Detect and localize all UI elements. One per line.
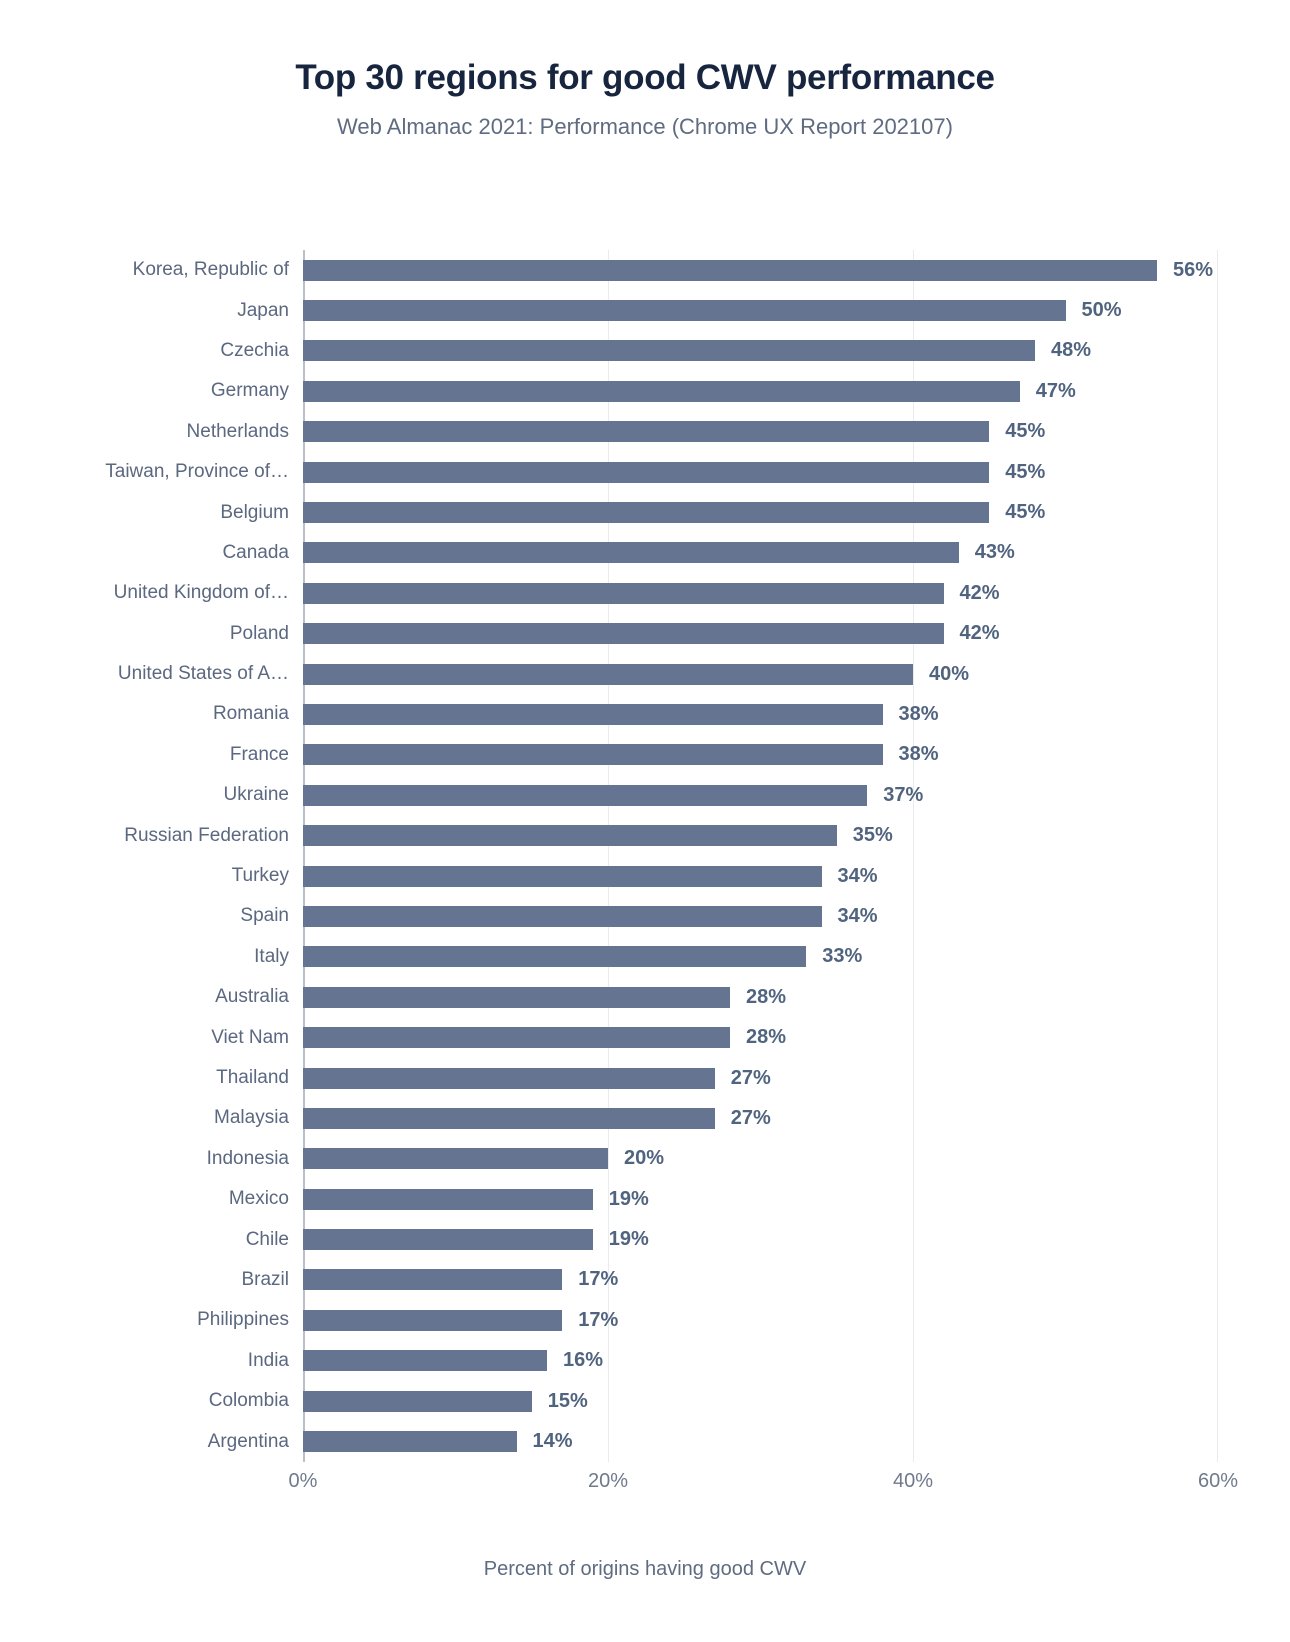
bar-value-label: 27%: [730, 1106, 771, 1129]
bar-value-label: 56%: [1173, 258, 1214, 281]
category-label: Argentina: [207, 1430, 289, 1452]
bar[interactable]: [303, 1350, 547, 1371]
category-label: Germany: [210, 380, 289, 402]
bar-value-label: 33%: [822, 945, 863, 968]
bar-row: [231, 856, 1218, 896]
category-label: Poland: [229, 622, 289, 644]
bar-row: [132, 250, 1218, 290]
bar-row: [113, 573, 1218, 613]
bar[interactable]: [303, 502, 989, 523]
category-label: United Kingdom of…: [113, 582, 289, 604]
category-label: Canada: [222, 541, 289, 563]
bar-row: [105, 452, 1218, 492]
bar-row: [228, 1179, 1218, 1219]
bar[interactable]: [303, 462, 989, 483]
bar-row: [117, 654, 1218, 694]
bar[interactable]: [303, 421, 989, 442]
category-label: Taiwan, Province of…: [105, 461, 289, 483]
bar[interactable]: [303, 1391, 532, 1412]
category-label: Malaysia: [214, 1107, 289, 1129]
bar-rows: [105, 250, 1218, 1462]
category-label: Czechia: [220, 339, 289, 361]
chart-container: [0, 58, 1290, 1642]
bar-row: [254, 937, 1218, 977]
x-axis-title: Percent of origins having good CWV: [483, 1558, 807, 1580]
bar[interactable]: [303, 946, 806, 967]
category-label: Philippines: [197, 1309, 289, 1331]
bar-value-label: 15%: [547, 1389, 588, 1412]
bar-value-label: 48%: [1051, 339, 1092, 362]
bar[interactable]: [303, 340, 1035, 361]
bar-value-label: 19%: [608, 1187, 649, 1210]
category-label: United States of A…: [117, 663, 289, 685]
bar-row: [186, 412, 1218, 452]
x-tick-label: 40%: [892, 1470, 934, 1492]
category-label: Viet Nam: [211, 1026, 289, 1048]
x-tick-label: 20%: [587, 1470, 629, 1492]
bar-value-label: 40%: [929, 662, 970, 685]
bar-value-label: 47%: [1035, 379, 1076, 402]
plot-area: [105, 250, 1218, 1462]
bar-value-label: 27%: [730, 1066, 771, 1089]
category-label: Ukraine: [223, 784, 289, 806]
category-label: Spain: [240, 905, 289, 927]
bar-value-label: 42%: [959, 581, 1000, 604]
bar-value-label: 38%: [898, 702, 939, 725]
category-label: Indonesia: [206, 1147, 289, 1169]
category-label: France: [229, 743, 289, 765]
category-label: Turkey: [231, 865, 289, 887]
bar-value-label: 45%: [1005, 420, 1046, 443]
bar-value-label: 16%: [563, 1349, 604, 1372]
bar[interactable]: [303, 1068, 715, 1089]
bar[interactable]: [303, 1148, 608, 1169]
category-label: Romania: [212, 703, 289, 725]
category-label: Mexico: [228, 1188, 289, 1210]
bar[interactable]: [303, 1108, 715, 1129]
bar[interactable]: [303, 664, 913, 685]
bar[interactable]: [303, 744, 883, 765]
bar-row: [206, 1139, 1218, 1179]
category-label: Japan: [237, 299, 289, 321]
bar-row: [241, 1260, 1218, 1300]
bar-row: [197, 1300, 1218, 1340]
bar[interactable]: [303, 1189, 593, 1210]
bar-row: [216, 1058, 1218, 1098]
category-label: Thailand: [216, 1067, 289, 1088]
bar[interactable]: [303, 583, 944, 604]
bar[interactable]: [303, 785, 867, 806]
bar-value-label: 42%: [959, 622, 1000, 645]
bar[interactable]: [303, 1229, 593, 1250]
category-label: Italy: [254, 945, 289, 967]
bar-value-label: 50%: [1081, 299, 1122, 322]
category-label: Netherlands: [186, 420, 289, 442]
category-label: Korea, Republic of: [132, 259, 289, 281]
bar-value-label: 34%: [837, 864, 878, 887]
chart-title: Top 30 regions for good CWV performance: [295, 58, 995, 97]
bar-value-label: 20%: [624, 1147, 665, 1170]
bar[interactable]: [303, 825, 837, 846]
bar-row: [229, 735, 1218, 775]
bar-row: [210, 371, 1218, 411]
bar-row: [220, 492, 1218, 532]
bar[interactable]: [303, 1027, 730, 1048]
category-label: Belgium: [220, 501, 289, 523]
bar[interactable]: [303, 542, 959, 563]
bar-row: [222, 533, 1218, 573]
bar[interactable]: [303, 704, 883, 725]
bar-row: [223, 775, 1218, 815]
bar-row: [220, 331, 1218, 371]
bar-row: [229, 614, 1218, 654]
bar-value-label: 14%: [532, 1430, 573, 1453]
bar-row: [240, 896, 1218, 936]
bar-row: [214, 1098, 1218, 1138]
x-tick-label: 60%: [1197, 1470, 1239, 1492]
bar-value-label: 17%: [578, 1268, 619, 1291]
bar-row: [245, 1219, 1218, 1259]
bar-value-label: 45%: [1005, 501, 1046, 524]
bar-value-label: 43%: [974, 541, 1015, 564]
x-tick-label: 0%: [288, 1470, 318, 1492]
x-axis-ticks: [288, 1470, 1239, 1500]
bar[interactable]: [303, 1310, 562, 1331]
category-label: Chile: [245, 1228, 289, 1250]
bar-value-label: 35%: [852, 824, 893, 847]
category-label: Brazil: [241, 1268, 289, 1290]
category-label: India: [247, 1349, 289, 1371]
chart-subtitle: Web Almanac 2021: Performance (Chrome UX Report 202107): [337, 114, 953, 139]
bar-value-label: 45%: [1005, 460, 1046, 483]
bar-row: [124, 815, 1218, 855]
bar[interactable]: [303, 866, 822, 887]
bar[interactable]: [303, 1269, 562, 1290]
bar-value-label: 28%: [746, 1026, 787, 1049]
bar-value-label: 37%: [883, 783, 924, 806]
bar-row: [212, 694, 1218, 734]
bar[interactable]: [303, 260, 1157, 281]
category-label: Australia: [215, 986, 289, 1008]
bar[interactable]: [303, 906, 822, 927]
bar[interactable]: [303, 623, 944, 644]
bar[interactable]: [303, 1431, 517, 1452]
bar[interactable]: [303, 987, 730, 1008]
bar-row: [215, 977, 1218, 1017]
bar-value-label: 34%: [837, 904, 878, 927]
bar-row: [211, 1017, 1218, 1057]
bar-value-label: 28%: [746, 985, 787, 1008]
bar[interactable]: [303, 381, 1020, 402]
bar-value-label: 19%: [608, 1228, 649, 1251]
bar-row: [208, 1381, 1218, 1421]
bar-value-label: 38%: [898, 743, 939, 766]
bar-value-label: 17%: [578, 1308, 619, 1331]
bar-row: [237, 290, 1218, 330]
category-label: Colombia: [208, 1390, 289, 1412]
bar-row: [207, 1421, 1218, 1461]
bar[interactable]: [303, 300, 1066, 321]
bar-row: [247, 1341, 1218, 1381]
category-label: Russian Federation: [124, 824, 289, 846]
